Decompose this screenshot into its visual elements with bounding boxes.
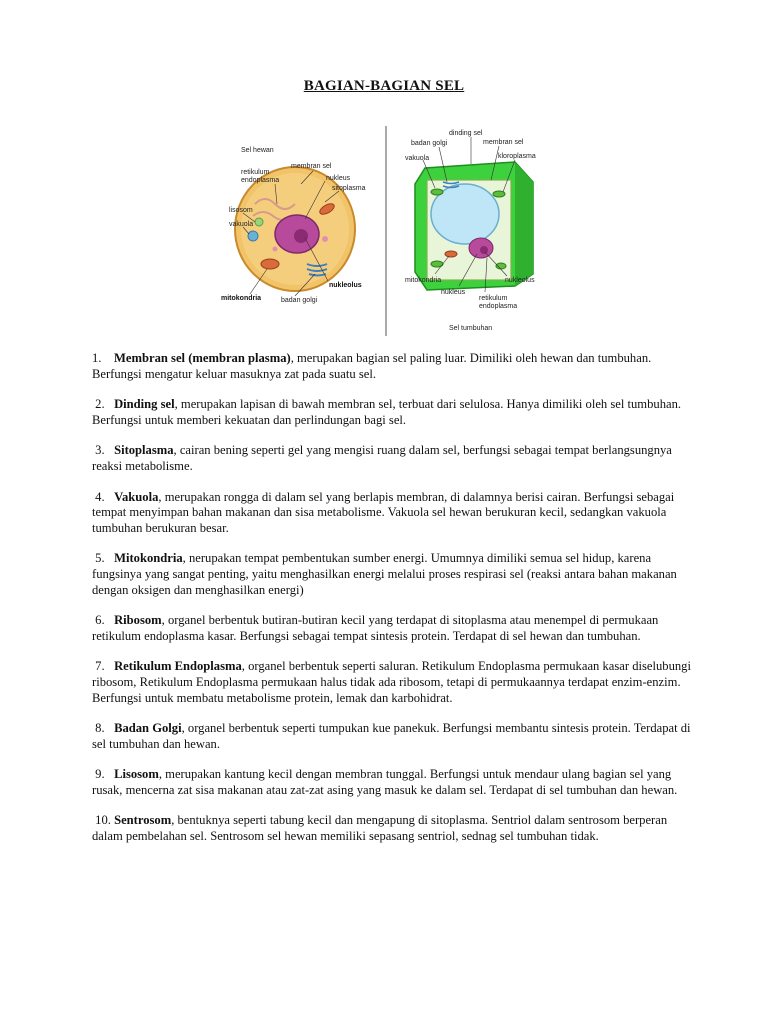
list-item: 1. Membran sel (membran plasma), merupakan bagian sel paling luar. Dimiliki oleh hewan dan tumbuhan. Berfungsi mengatur keluar masuknya zat pada suatu sel. (92, 351, 652, 381)
animal-mitochondria (261, 259, 279, 269)
plant-label-golgi: badan golgi (411, 140, 448, 147)
list-item: 5. Mitokondria, nerupakan tempat pembentukan sumber energi. Umumnya dimiliki semua sel hidup, karena fungsinya yang sangat penting, yaitu menghasilkan energi melalui proses respirasi sel (reaksi antara bahan makanan dengan oksigen dan menghasilkan energi) (92, 551, 677, 597)
animal-label-membran: membran sel (291, 163, 332, 170)
list-item: 9. Lisosom, merupakan kantung kecil dengan membran tunggal. Berfungsi untuk mendaur ulang bagian sel yang rusak, mencerna zat sisa makanan atau zat-zat asing yang masuk ke dalam sel. Terdapat di sel tumbuhan dan hewan. (92, 767, 678, 797)
animal-label-nukleus: nukleus (326, 175, 351, 182)
animal-nucleolus (294, 229, 308, 243)
list-item: 10. Sentrosom, bentuknya seperti tabung kecil dan mengapung di sitoplasma. Sentriol dalam sentrosom berperan dalam pembelahan sel. Sentrosom sel hewan memiliki sepasang sentriol, sednag sel tumbuhan tidak. (92, 813, 668, 844)
animal-caption: Sel hewan (241, 147, 274, 154)
list-item: 7. Retikulum Endoplasma, organel berbentuk seperti saluran. Retikulum Endoplasma permukaan kasar diselubungi ribosom, Retikulum Endoplasma permukaan halus tidak ada ribosom, tetapi di permukaannya terdapat enzim-enzim. Berfungsi untuk membatu metabolisme protein, lemak dan karbohidrat. (92, 659, 691, 705)
plant-caption: Sel tumbuhan (449, 325, 493, 332)
plant-label-vakuola: vakuola (405, 155, 430, 162)
plant-mitochondria (445, 251, 457, 257)
animal-label-lisosom: lisosom (229, 207, 253, 214)
animal-vacuole (248, 231, 258, 241)
plant-chloroplast (431, 189, 443, 195)
cell-diagram-svg (215, 124, 555, 342)
animal-label-sitoplasma: sitoplasma (332, 185, 366, 192)
animal-label-nukleolus: nukleolus (329, 282, 362, 289)
plant-label-mitokondria: mitokondria (405, 277, 442, 284)
plant-cell (405, 130, 536, 332)
animal-cell (221, 147, 366, 304)
animal-label-mitokondria: mitokondria (221, 295, 262, 302)
plant-label-nukleolus: nukleolus (505, 277, 535, 284)
cell-diagram-figure (215, 124, 555, 342)
cell-parts-list (92, 351, 692, 860)
animal-lysosome (255, 218, 263, 226)
plant-label-nukleus: nukleus (441, 289, 466, 296)
list-item: 8. Badan Golgi, organel berbentuk seperti tumpukan kue panekuk. Berfungsi membantu sintesis protein. Terdapat di sel tumbuhan dan hewan. (92, 721, 691, 751)
animal-label-retikulum2: endoplasma (241, 177, 280, 184)
plant-label-retikulum1: retikulum (479, 295, 508, 302)
page-title: BAGIAN-BAGIAN SEL (303, 78, 465, 94)
animal-label-golgi: badan golgi (281, 297, 318, 304)
plant-label-retikulum2: endoplasma (479, 303, 518, 310)
plant-label-kloroplasma: kloroplasma (498, 153, 536, 160)
plant-label-dinding: dinding sel (449, 130, 483, 137)
plant-label-membran: membran sel (483, 139, 524, 146)
list-item: 3. Sitoplasma, cairan bening seperti gel yang mengisi ruang dalam sel, berfungsi sebagai tempat berlangsungnya reaksi metabolisme. (92, 443, 672, 473)
list-item: 6. Ribosom, organel berbentuk butiran-butiran kecil yang terdapat di sitoplasma atau menempel di permukaan retikulum endoplasma kasar. Berfungsi sebagai tempat sintesis protein. Terdapat di sel hewan dan tumbuhan. (92, 613, 659, 643)
animal-label-retikulum1: retikulum (241, 169, 270, 176)
list-item: 2. Dinding sel, merupakan lapisan di bawah membran sel, terbuat dari selulosa. Hanya dimiliki oleh sel tumbuhan. Berfungsi untuk memberi kekuatan dan perlindungan bagi sel. (92, 397, 682, 427)
list-item: 4. Vakuola, merupakan rongga di dalam sel yang berlapis membran, di dalamnya berisi cairan. Berfungsi sebagai tempat menyimpan bahan makanan dan sisa metabolisme. Vakuola sel hewan berukuran kecil, sedangkan vakuola tumbuhan berukuran besar. (92, 489, 675, 535)
animal-label-vakuola: vakuola (229, 221, 254, 228)
